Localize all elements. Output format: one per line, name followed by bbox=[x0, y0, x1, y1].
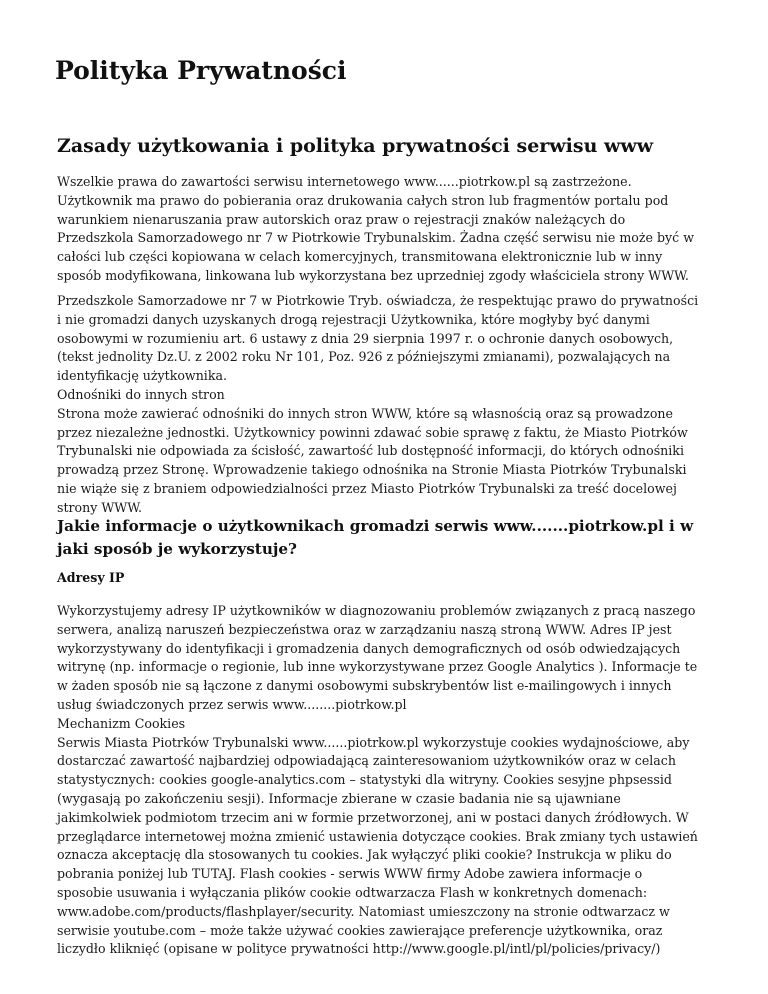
section-heading-terms: Zasady użytkowania i polityka prywatności serwisu www bbox=[57, 135, 654, 157]
text-line: usług świadczonych przez serwis www........piotrkow.pl bbox=[57, 696, 407, 712]
text-line: identyfikację użytkownika. bbox=[57, 368, 227, 384]
text-line: przeglądarce internetowej można zmienić ustawienia dotyczące cookies. Brak zmiany tych ustawień bbox=[57, 828, 698, 844]
text-line: warunkiem nienaruszania praw autorskich oraz praw o rejestracji znaków należących do bbox=[57, 211, 626, 227]
subheading-ip-addresses: Adresy IP bbox=[57, 570, 125, 585]
text-line: dostarczać zawartość najbardziej odpowiadającą zainteresowaniom użytkowników oraz w celach bbox=[57, 753, 676, 769]
heading-line: Jakie informacje o użytkownikach gromadzi serwis www.......piotrkow.pl i w bbox=[57, 517, 694, 535]
text-line: Użytkownik ma prawo do pobierania oraz drukowania całych stron lub fragmentów portalu pod bbox=[57, 192, 669, 208]
text-line: Serwis Miasta Piotrków Trybunalski www......piotrkow.pl wykorzystuje cookies wydajnościowe, aby bbox=[57, 734, 690, 750]
text-line: liczydło kliknięć (opisane w polityce prywatności http://www.google.pl/intl/pl/policies/privacy/) bbox=[57, 941, 661, 957]
text-line: strony WWW. bbox=[57, 499, 142, 515]
heading-line: jaki sposób je wykorzystuje? bbox=[57, 540, 297, 558]
text-line: Przedszkola Samorzadowego nr 7 w Piotrkowie Trybunalskim. Żadna część serwisu nie może być w bbox=[57, 230, 694, 246]
text-line: pobrania poniżej lub TUTAJ. Flash cookies - serwis WWW firmy Adobe zawiera informacje o bbox=[57, 866, 643, 882]
paragraph-copyright bbox=[57, 173, 717, 286]
page-title: Polityka Prywatności bbox=[55, 56, 347, 85]
text-line: Przedszkole Samorzadowe nr 7 w Piotrkowie Tryb. oświadcza, że respektując prawo do prywatności bbox=[57, 293, 699, 308]
text-line: Wykorzystujemy adresy IP użytkowników w diagnozowaniu problemów związanych z pracą naszego bbox=[57, 603, 696, 618]
text-line: prowadzą przez Stronę. Wprowadzenie takiego odnośnika na Stronie Miasta Piotrków Trybunalski bbox=[57, 462, 687, 478]
text-line: witrynę (np. informacje o regionie, lub inne wykorzystywane przez Google Analytics ). Informacje te bbox=[57, 659, 698, 675]
text-line: Mechanizm Cookies bbox=[57, 715, 186, 731]
text-line: wykorzystywany do identyfikacji i gromadzenia danych demograficznych od osób odwiedzających bbox=[57, 640, 681, 656]
text-line: oznacza akceptację dla stosowanych tu cookies. Jak wyłączyć pliki cookie? Instrukcja w pliku do bbox=[57, 847, 672, 863]
text-line: całości lub części kopiowana w celach komercyjnych, transmitowana elektronicznie lub w inny bbox=[57, 249, 663, 265]
text-line: i nie gromadzi danych uzyskanych drogą rejestracji Użytkownika, które mogłyby być danymi bbox=[57, 311, 650, 327]
text-line: w żaden sposób nie są łączone z danymi osobowymi subskrybentów list e-mailingowych i innych bbox=[57, 678, 672, 694]
text-line: sposobie usuwania i wyłączania plików cookie odtwarzacza Flash w konkretnych domenach: bbox=[57, 884, 648, 900]
text-line: serwera, analizą naruszeń bezpieczeństwa oraz w zarządzaniu naszą stroną WWW. Adres IP jest bbox=[57, 621, 672, 637]
text-line: statystycznych: cookies google-analytics.com – statystyki dla witryny. Cookies sesyjne phpsessid bbox=[57, 772, 672, 788]
text-line: nie wiąże się z braniem odpowiedzialności przez Miasto Piotrków Trybunalski za treść docelowej bbox=[57, 480, 677, 496]
text-line: jakimkolwiek podmiotom trzecim ani w formie przetworzonej, ani w postaci danych źródłowych. W bbox=[57, 809, 689, 825]
text-line: Odnośniki do innych stron bbox=[57, 386, 225, 402]
section-heading-user-data bbox=[57, 515, 717, 561]
text-line: serwisie youtube.com – może także używać cookies zawierające preferencje użytkownika, oraz bbox=[57, 922, 663, 938]
text-line: osobowymi w rozumieniu art. 6 ustawy z dnia 29 sierpnia 1997 r. o ochronie danych osobowych, bbox=[57, 330, 674, 346]
text-line: www.adobe.com/products/flashplayer/security. Natomiast umieszczony na stronie odtwarzacz w bbox=[57, 903, 670, 919]
text-line: Trybunalski nie odpowiada za ścisłość, zawartość lub dostępność informacji, do których odnośniki bbox=[57, 443, 684, 459]
text-line: Strona może zawierać odnośniki do innych stron WWW, które są własnością oraz są prowadzone bbox=[57, 405, 673, 421]
paragraph-privacy-links bbox=[57, 292, 717, 518]
text-line: sposób modyfikowana, linkowana lub wykorzystana bez uprzedniej zgody właściciela strony WWW. bbox=[57, 267, 689, 283]
paragraph-ip-cookies bbox=[57, 602, 717, 959]
text-line: (wygasają po zakończeniu sesji). Informacje zbierane w czasie badania nie są ujawniane bbox=[57, 790, 621, 806]
text-line: przez niezależne jednostki. Użytkownicy powinni zdawać sobie sprawę z faktu, że Miasto Piotrków bbox=[57, 424, 688, 440]
text-line: Wszelkie prawa do zawartości serwisu internetowego www......piotrkow.pl są zastrzeżone. bbox=[57, 174, 632, 189]
text-line: (tekst jednolity Dz.U. z 2002 roku Nr 101, Poz. 926 z późniejszymi zmianami), pozwalających na bbox=[57, 349, 671, 365]
